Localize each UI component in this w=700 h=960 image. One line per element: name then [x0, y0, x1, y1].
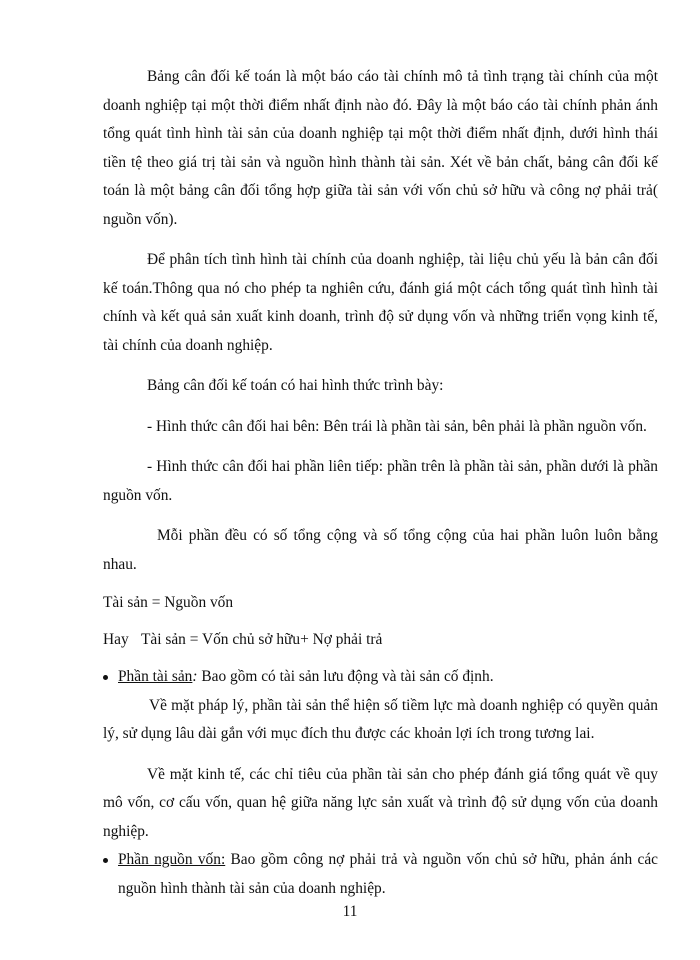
formula-assets-equal-equity-plus-debt: [103, 626, 658, 655]
bullet-assets: [103, 663, 658, 692]
paragraph-economic-aspect: Về mặt kinh tế, các chỉ tiêu của phần tài sản cho phép đánh giá tổng quát về quy mô vốn, cơ cấu vốn, quan hệ giữa năng lực sản xuất và trình độ sử dụng vốn của doanh nghiệp.: [103, 765, 658, 840]
paragraph-legal-aspect: Về mặt pháp lý, phần tài sản thể hiện số tiềm lực mà doanh nghiệp có quyền quản lý, sử dụng lâu dài gắn với mục đích thu được các khoản lợi ích trong tương lai.: [103, 696, 658, 742]
paragraph-form-two-parts: - Hình thức cân đối hai phần liên tiếp: phần trên là phần tài sản, phần dưới là phần nguồn vốn.: [103, 458, 658, 504]
formula-hay-label: Hay: [103, 630, 129, 648]
bullet-capital-sources: [103, 846, 658, 903]
bullet-assets-label: Phần tài sản: [118, 668, 193, 685]
bullet-capital-label: Phần nguồn vốn:: [118, 851, 226, 868]
bullet-assets-text: Bao gồm có tài sản lưu động và tài sản cố định.: [197, 668, 494, 685]
document-page: [103, 63, 658, 903]
formula-text: Tài sản = Vốn chủ sở hữu+ Nợ phải trả: [141, 630, 383, 648]
page-number: 11: [342, 903, 358, 920]
paragraph-balance-sheet-definition: Bảng cân đối kế toán là một báo cáo tài chính mô tả tình trạng tài chính của một doanh nghiệp tại một thời điểm nhất định nào đó. Đây là một báo cáo tài chính phản ánh tổng quát tình hình tài sản của doanh nghiệp tại một thời điểm nhất định, dưới hình thái tiền tệ theo giá trị tài sản và nguồn hình thành tài sản. Xét về bản chất, bảng cân đối kế toán là một bảng cân đối tổng hợp giữa tài sản với vốn chủ sở hữu và công nợ phải trả( nguồn vốn).: [103, 68, 658, 228]
bullet-capital-text: Bao gồm công nợ phải trả và nguồn vốn chủ sở hữu, phản ánh các nguồn hình thành tài sản của doanh nghiệp.: [118, 851, 658, 897]
paragraph-analysis-purpose: Để phân tích tình hình tài chính của doanh nghiệp, tài liệu chủ yếu là bản cân đối kế toán.Thông qua nó cho phép ta nghiên cứu, đánh giá một cách tổng quát tình hình tài chính và kết quả sản xuất kinh doanh, trình độ sử dụng vốn và những triển vọng kinh tế, tài chính của doanh nghiệp.: [103, 251, 658, 354]
paragraph-presentation-forms: Bảng cân đối kế toán có hai hình thức trình bày:: [147, 377, 444, 394]
paragraph-form-two-sides: - Hình thức cân đối hai bên: Bên trái là phần tài sản, bên phải là phần nguồn vốn.: [147, 417, 647, 435]
formula-assets-equal-capital: Tài sản = Nguồn vốn: [103, 594, 234, 611]
bullet-assets-colon: :: [192, 668, 198, 685]
paragraph-totals-equal: Mỗi phần đều có số tổng cộng và số tổng cộng của hai phần luôn luôn bằng nhau.: [103, 527, 658, 573]
